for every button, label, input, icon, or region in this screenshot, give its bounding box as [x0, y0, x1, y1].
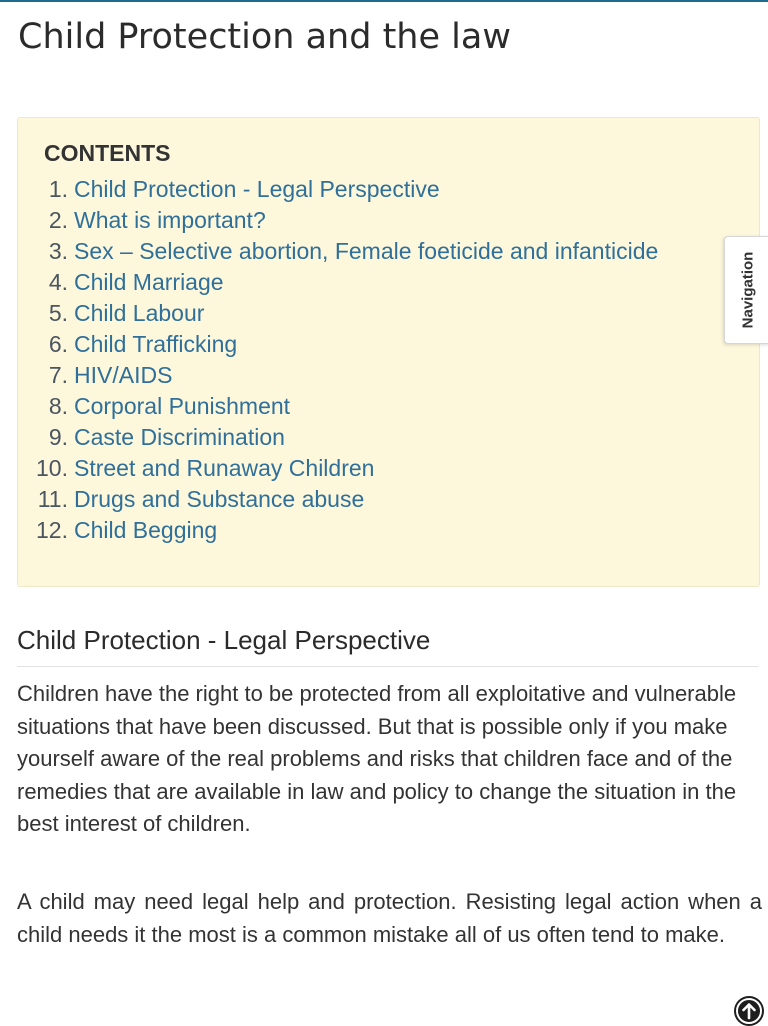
- toc-item: [18, 515, 708, 546]
- scroll-to-top-button[interactable]: [734, 996, 764, 1026]
- toc-link-child-labour[interactable]: Child Labour: [74, 300, 205, 326]
- toc-item-number: 8.: [48, 393, 68, 419]
- toc-link-legal-perspective[interactable]: Child Protection - Legal Perspective: [74, 176, 440, 202]
- toc-link-what-is-important[interactable]: What is important?: [74, 207, 266, 233]
- navigation-tab[interactable]: [724, 236, 768, 344]
- toc-heading: CONTENTS: [44, 140, 171, 166]
- toc-item: [18, 422, 708, 453]
- toc-link-child-trafficking[interactable]: Child Trafficking: [74, 331, 238, 357]
- toc-item-number: 6.: [48, 331, 68, 357]
- table-of-contents: [17, 117, 760, 587]
- toc-item-number: 9.: [48, 424, 68, 450]
- toc-item-number: 2.: [48, 207, 68, 233]
- toc-item-number: 11.: [37, 486, 68, 512]
- toc-link-child-begging[interactable]: Child Begging: [74, 517, 218, 543]
- arrow-up-circle-icon: [734, 996, 764, 1026]
- toc-item-number: 12.: [36, 517, 68, 543]
- toc-item-number: 4.: [48, 269, 68, 295]
- toc-link-drugs-substance-abuse[interactable]: Drugs and Substance abuse: [74, 486, 365, 512]
- page-title: Child Protection and the law: [18, 17, 511, 57]
- toc-item-number: 7.: [48, 362, 68, 388]
- body-paragraph: A child may need legal help and protection. Resisting legal action when a child needs it the most is a common mistake all of us often tend to make.: [17, 889, 762, 947]
- toc-item: [18, 236, 708, 267]
- top-accent-rule: [0, 0, 768, 2]
- toc-item-number: 1.: [48, 176, 68, 202]
- section-heading: Child Protection - Legal Perspective: [17, 625, 758, 667]
- toc-item: [18, 267, 708, 298]
- toc-item: [18, 298, 708, 329]
- toc-item: [18, 329, 708, 360]
- toc-item: [18, 484, 708, 515]
- toc-item: [18, 360, 708, 391]
- body-paragraph: Children have the right to be protected from all exploitative and vulnerable situations that have been discussed. But that is possible only if you make yourself aware of the real problems and risks that children face and of the remedies that are available in law and policy to change the situation in the best interest of children.: [17, 681, 737, 836]
- toc-link-sex-selective-abortion[interactable]: Sex – Selective abortion, Female foeticide and infanticide: [74, 238, 659, 264]
- toc-link-corporal-punishment[interactable]: Corporal Punishment: [74, 393, 291, 419]
- toc-item: [18, 453, 708, 484]
- toc-list: [18, 174, 708, 546]
- toc-item-number: 5.: [48, 300, 68, 326]
- toc-item-number: 10.: [36, 455, 68, 481]
- toc-link-hiv-aids[interactable]: HIV/AIDS: [74, 362, 173, 388]
- toc-item: [18, 205, 708, 236]
- toc-link-child-marriage[interactable]: Child Marriage: [74, 269, 224, 295]
- toc-item: [18, 391, 708, 422]
- navigation-tab-label: Navigation: [739, 251, 756, 329]
- toc-item-number: 3.: [48, 238, 68, 264]
- toc-link-street-runaway-children[interactable]: Street and Runaway Children: [74, 455, 375, 481]
- toc-link-caste-discrimination[interactable]: Caste Discrimination: [74, 424, 285, 450]
- toc-item: [18, 174, 708, 205]
